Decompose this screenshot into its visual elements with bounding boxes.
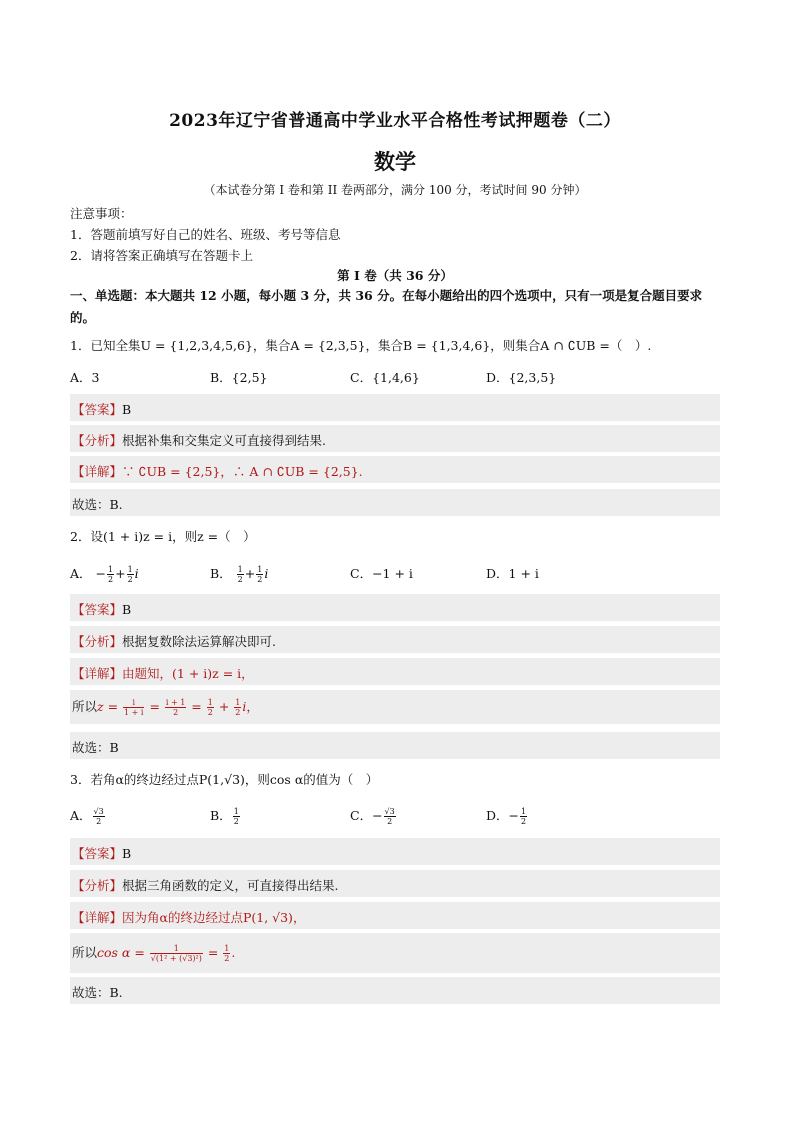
q3-option-d: D．− $\frac{1}{2}$ bbox=[486, 807, 527, 826]
analysis-label: 【分析】 bbox=[72, 433, 123, 448]
q3-detail: 因为角α的终边经过点P(1, √3)， bbox=[122, 910, 306, 925]
answer-label: 【答案】 bbox=[72, 402, 123, 417]
subject-title: 数学 bbox=[374, 149, 416, 174]
q1-option-b: B．{2,5} bbox=[210, 370, 268, 385]
q2-option-c: C．−1 + i bbox=[350, 566, 413, 581]
notice-item-1: 1．答题前填写好自己的姓名、班级、考号等信息 bbox=[70, 227, 341, 242]
q3-work: cos α = $\frac{1}{\text{√(1² + (√3)²)}}$ = $\frac{1}{2}$ . bbox=[97, 944, 236, 963]
q1-answer: B bbox=[122, 402, 132, 417]
q3-detail-row: 【详解】因为角α的终边经过点P(1, √3)， bbox=[70, 902, 720, 929]
q3-answer: B bbox=[122, 846, 132, 861]
notice-heading: 注意事项： bbox=[70, 206, 133, 221]
q1-detail-row bbox=[70, 456, 720, 483]
q1-option-c: C．{1,4,6} bbox=[350, 370, 420, 385]
q2-answer-row: 【答案】B bbox=[70, 594, 720, 621]
q2-detail-row: 【详解】由题知，(1 + i)z = i， bbox=[70, 658, 720, 685]
q1-detail: ∵ ∁UB = {2,5}，∴ A ∩ ∁UB = {2,5}. bbox=[122, 464, 363, 479]
q1-stem: 1．已知全集U = {1,2,3,4,5,6}，集合A = {2,3,5}，集合B = {1,3,4,6}，则集合A ∩ ∁UB =（ ）. bbox=[70, 338, 652, 353]
q1-option-a: A．3 bbox=[70, 370, 100, 385]
q2-analysis-row: 【分析】根据复数除法运算解决即可. bbox=[70, 626, 720, 653]
q3-analysis-row: 【分析】根据三角函数的定义，可直接得出结果. bbox=[70, 870, 720, 897]
q2-option-d: D．1 + i bbox=[486, 566, 539, 581]
q1-choose: 故选：B. bbox=[72, 497, 123, 512]
section-heading: 一、单选题：本大题共 12 小题，每小题 3 分，共 36 分。在每小题给出的四个选项中，只有一项是复合题目要求的。 bbox=[70, 288, 703, 325]
q3-choose-row bbox=[70, 977, 720, 1004]
part1-heading: 第 I 卷（共 36 分） bbox=[337, 268, 453, 283]
q2-work-row: 所以z = $\frac{i}{1 + i}$ = $\frac{i + 1}{2}$ = $\frac{1}{2}$ + $\frac{1}{2}$ i， bbox=[70, 690, 720, 724]
q3-option-c: C．− $\frac{√3}{2}$ bbox=[350, 807, 395, 826]
q1-analysis-row bbox=[70, 425, 720, 452]
q1-answer-row bbox=[70, 394, 720, 421]
q2-detail: 由题知，(1 + i)z = i， bbox=[122, 666, 254, 681]
q3-analysis: 根据三角函数的定义，可直接得出结果. bbox=[122, 878, 339, 893]
q3-answer-row: 【答案】B bbox=[70, 838, 720, 865]
q1-option-d: D．{2,3,5} bbox=[486, 370, 557, 385]
q2-work: z = $\frac{i}{1 + i}$ = $\frac{i + 1}{2}$ = $\frac{1}{2}$ + $\frac{1}{2}$ i， bbox=[97, 698, 259, 717]
q2-choose-row bbox=[70, 732, 720, 759]
q2-answer: B bbox=[122, 602, 132, 617]
q3-option-b: B． $\frac{1}{2}$ bbox=[210, 807, 239, 826]
q3-option-a: A． $\frac{√3}{2}$ bbox=[70, 807, 104, 826]
exam-title: 2023年辽宁省普通高中学业水平合格性考试押题卷（二） bbox=[169, 111, 621, 131]
exam-note: （本试卷分第 I 卷和第 II 卷两部分，满分 100 分，考试时间 90 分钟） bbox=[203, 183, 587, 197]
q1-choose-row bbox=[70, 489, 720, 516]
q2-stem: 2．设(1 + i)z = i，则z =（ ） bbox=[70, 529, 256, 544]
q2-analysis: 根据复数除法运算解决即可. bbox=[122, 634, 276, 649]
q3-choose: 故选：B. bbox=[72, 985, 123, 1000]
notice-item-2: 2．请将答案正确填写在答题卡上 bbox=[70, 248, 253, 263]
q2-choose: 故选：B bbox=[72, 740, 119, 755]
q1-analysis: 根据补集和交集定义可直接得到结果. bbox=[122, 433, 326, 448]
q3-stem: 3．若角α的终边经过点P(1,√3)，则cos α的值为（ ） bbox=[70, 772, 379, 787]
q2-option-a: A． − $\frac{1}{2}$ + $\frac{1}{2}$ i bbox=[70, 565, 139, 584]
detail-label: 【详解】 bbox=[72, 464, 123, 479]
q2-option-b: B． $\frac{1}{2}$ + $\frac{1}{2}$ i bbox=[210, 565, 269, 584]
q3-work-row: 所以cos α = $\frac{1}{\text{√(1² + (√3)²)}}$ = $\frac{1}{2}$ . bbox=[70, 933, 720, 973]
